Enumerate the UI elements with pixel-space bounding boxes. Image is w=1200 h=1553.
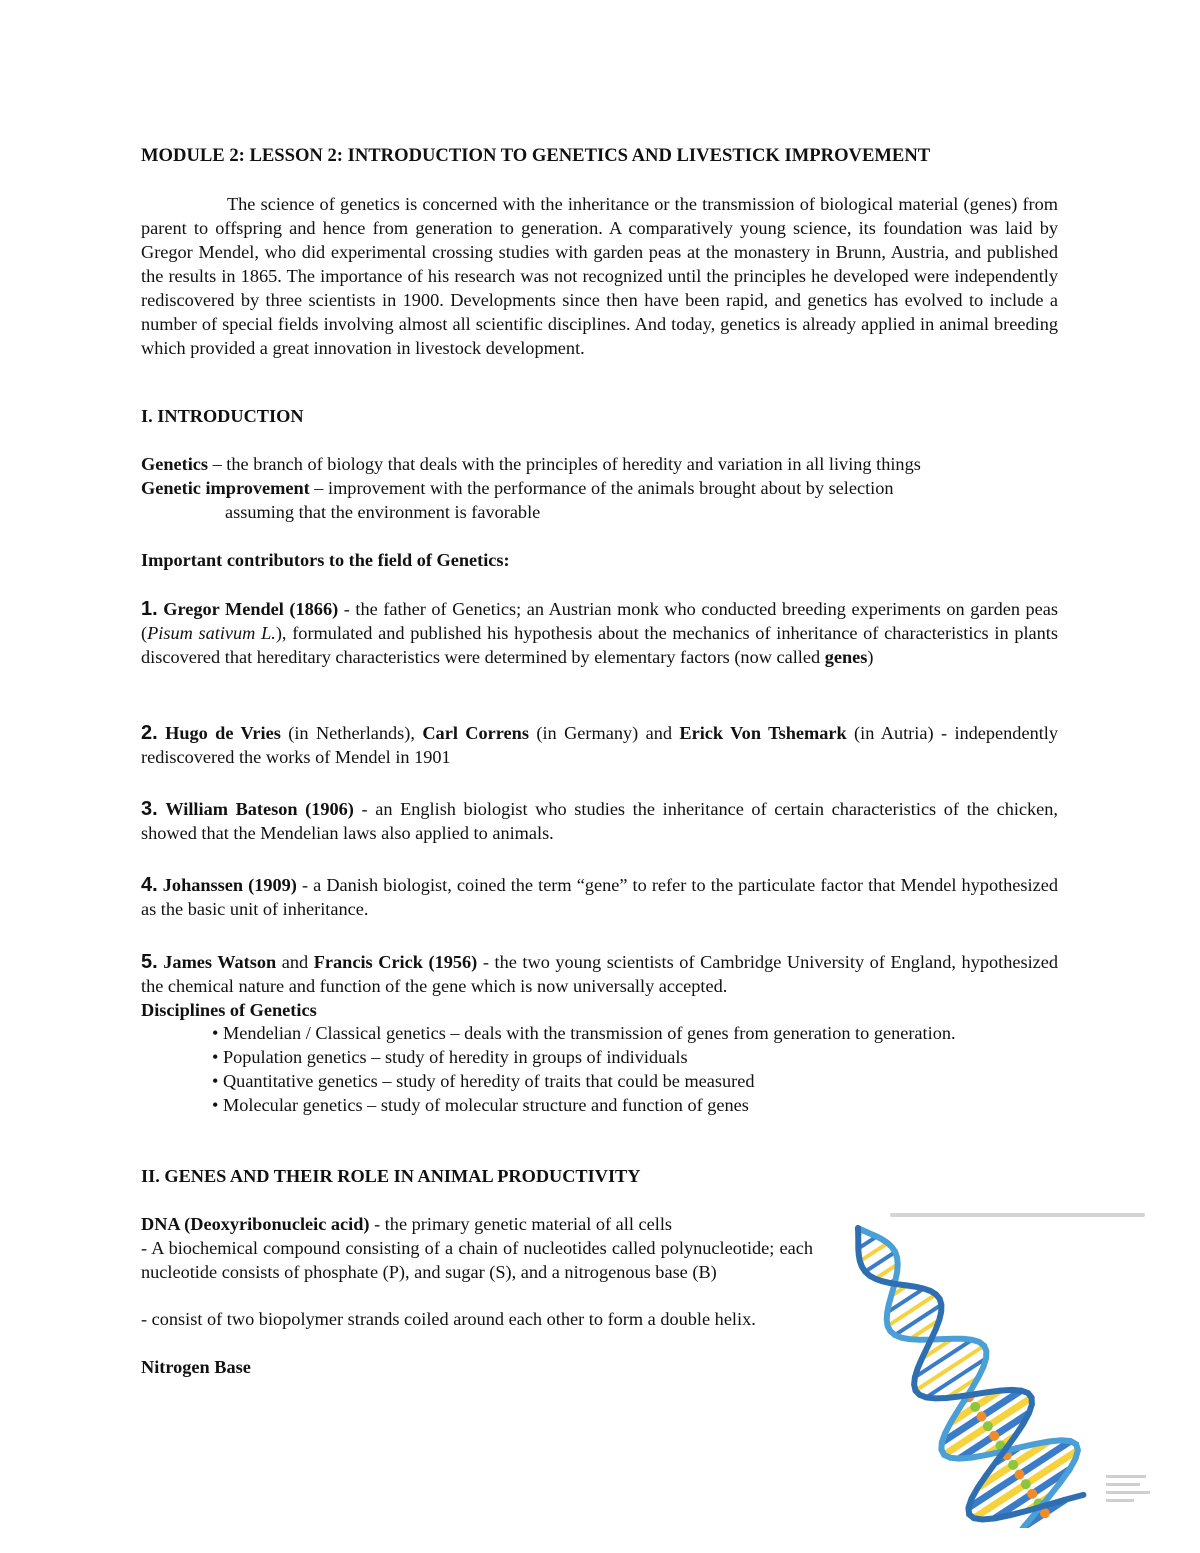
copyright-mark xyxy=(890,1213,1145,1217)
caption-mark xyxy=(1106,1475,1146,1478)
contributor-2: 2. Hugo de Vries (in Netherlands), Carl Correns (in Germany) and Erick Von Tshemark (in Autria) - independently rediscovered the works of Mendel in 1901 xyxy=(141,722,1059,767)
dna-point-1: - A biochemical compound consisting of a chain of nucleotides called polynucleotide; each nucleotide consists of phosphate (P), and sugar (S), and a nitrogenous base (B) xyxy=(141,1238,850,1282)
disciplines-list xyxy=(212,1021,1045,1117)
nucleotide-base xyxy=(1015,1470,1025,1480)
dna-helix-illustration xyxy=(838,1203,1153,1528)
document-title: MODULE 2: LESSON 2: INTRODUCTION TO GENETICS AND LIVESTICK IMPROVEMENT xyxy=(141,145,931,166)
contributor-4: 4. Johanssen (1909) - a Danish biologist, coined the term “gene” to refer to the particulate factor that Mendel hypothesized as the basic unit of inheritance. xyxy=(141,874,1058,919)
nucleotide-base xyxy=(970,1402,980,1412)
caption-mark xyxy=(1106,1491,1150,1494)
contributor-3: 3. William Bateson (1906) - an English biologist who studies the inheritance of certain characteristics of the chicken, showed that the Mendelian laws also applied to animals. xyxy=(141,798,1058,843)
contributor-5: 5. James Watson and Francis Crick (1956) - the two young scientists of Cambridge University of England, hypothesized the chemical nature and function of the gene which is now universally accepted. xyxy=(141,951,1059,996)
dna-strand-b xyxy=(858,1228,1083,1520)
caption-mark xyxy=(1106,1499,1134,1502)
term-genetic-improvement: Genetic improvement xyxy=(141,478,310,498)
term-genetics: Genetics xyxy=(141,454,209,474)
dna-definition: DNA (Deoxyribonucleic acid) - the primary genetic material of all cells xyxy=(141,1214,673,1234)
list-item: • Molecular genetics – study of molecular structure and function of genes xyxy=(212,1095,749,1115)
contributor-1: 1. Gregor Mendel (1866) - the father of Genetics; an Austrian monk who conducted breeding experiments on garden peas (Pisum sativum L.), formulated and published his hypothesis about the mechanics of inheritance of characteristics in plants discovered that hereditary characteristics were determined by elementary factors (now called genes) xyxy=(141,598,1058,667)
contributors-heading: Important contributors to the field of Genetics: xyxy=(141,550,510,570)
list-item: • Population genetics – study of heredity in groups of individuals xyxy=(212,1047,688,1067)
disciplines-heading: Disciplines of Genetics xyxy=(141,1000,317,1020)
nucleotide-base xyxy=(1008,1460,1018,1470)
caption-mark xyxy=(1106,1483,1140,1486)
dna-point-2: - consist of two biopolymer strands coiled around each other to form a double helix. xyxy=(141,1309,756,1329)
section-heading-introduction: I. INTRODUCTION xyxy=(141,406,304,426)
section-heading-genes: II. GENES AND THEIR ROLE IN ANIMAL PRODUCTIVITY xyxy=(141,1166,641,1186)
list-item: • Quantitative genetics – study of heredity of traits that could be measured xyxy=(212,1071,755,1091)
nucleotide-base xyxy=(983,1421,993,1431)
nucleotide-base xyxy=(977,1412,987,1422)
definition-continuation: assuming that the environment is favorable xyxy=(225,502,541,522)
faint-copyright-line xyxy=(890,1213,1145,1217)
faint-caption xyxy=(1106,1475,1150,1502)
dna-rungs xyxy=(858,1231,1078,1527)
base-pair-rung xyxy=(888,1294,936,1326)
definition-genetics: Genetics – the branch of biology that deals with the principles of heredity and variation in all living things xyxy=(141,454,921,474)
nucleotide-base xyxy=(989,1431,999,1441)
nucleotide-base xyxy=(1027,1489,1037,1499)
nitrogen-base-heading: Nitrogen Base xyxy=(141,1357,251,1377)
definition-genetic-improvement: Genetic improvement – improvement with the performance of the animals brought about by selection xyxy=(141,478,894,498)
list-item: • Mendelian / Classical genetics – deals with the transmission of genes from generation to generation. xyxy=(212,1023,956,1043)
intro-paragraph: The science of genetics is concerned with the inheritance or the transmission of biological material (genes) from parent to offspring and hence from generation to generation. A comparatively young science, its foundation was laid by Gregor Mendel, who did experimental crossing studies with garden peas at the monastery in Brunn, Austria, and published the results in 1865. The importance of his research was not recognized until the principles he developed were independently rediscovered by three scientists in 1900. Developments since then have been rapid, and genetics has evolved to include a number of special fields involving almost all scientific disciplines. And today, genetics is already applied in animal breeding which provided a great innovation in livestock development. xyxy=(141,194,1058,358)
nucleotide-base xyxy=(1021,1479,1031,1489)
